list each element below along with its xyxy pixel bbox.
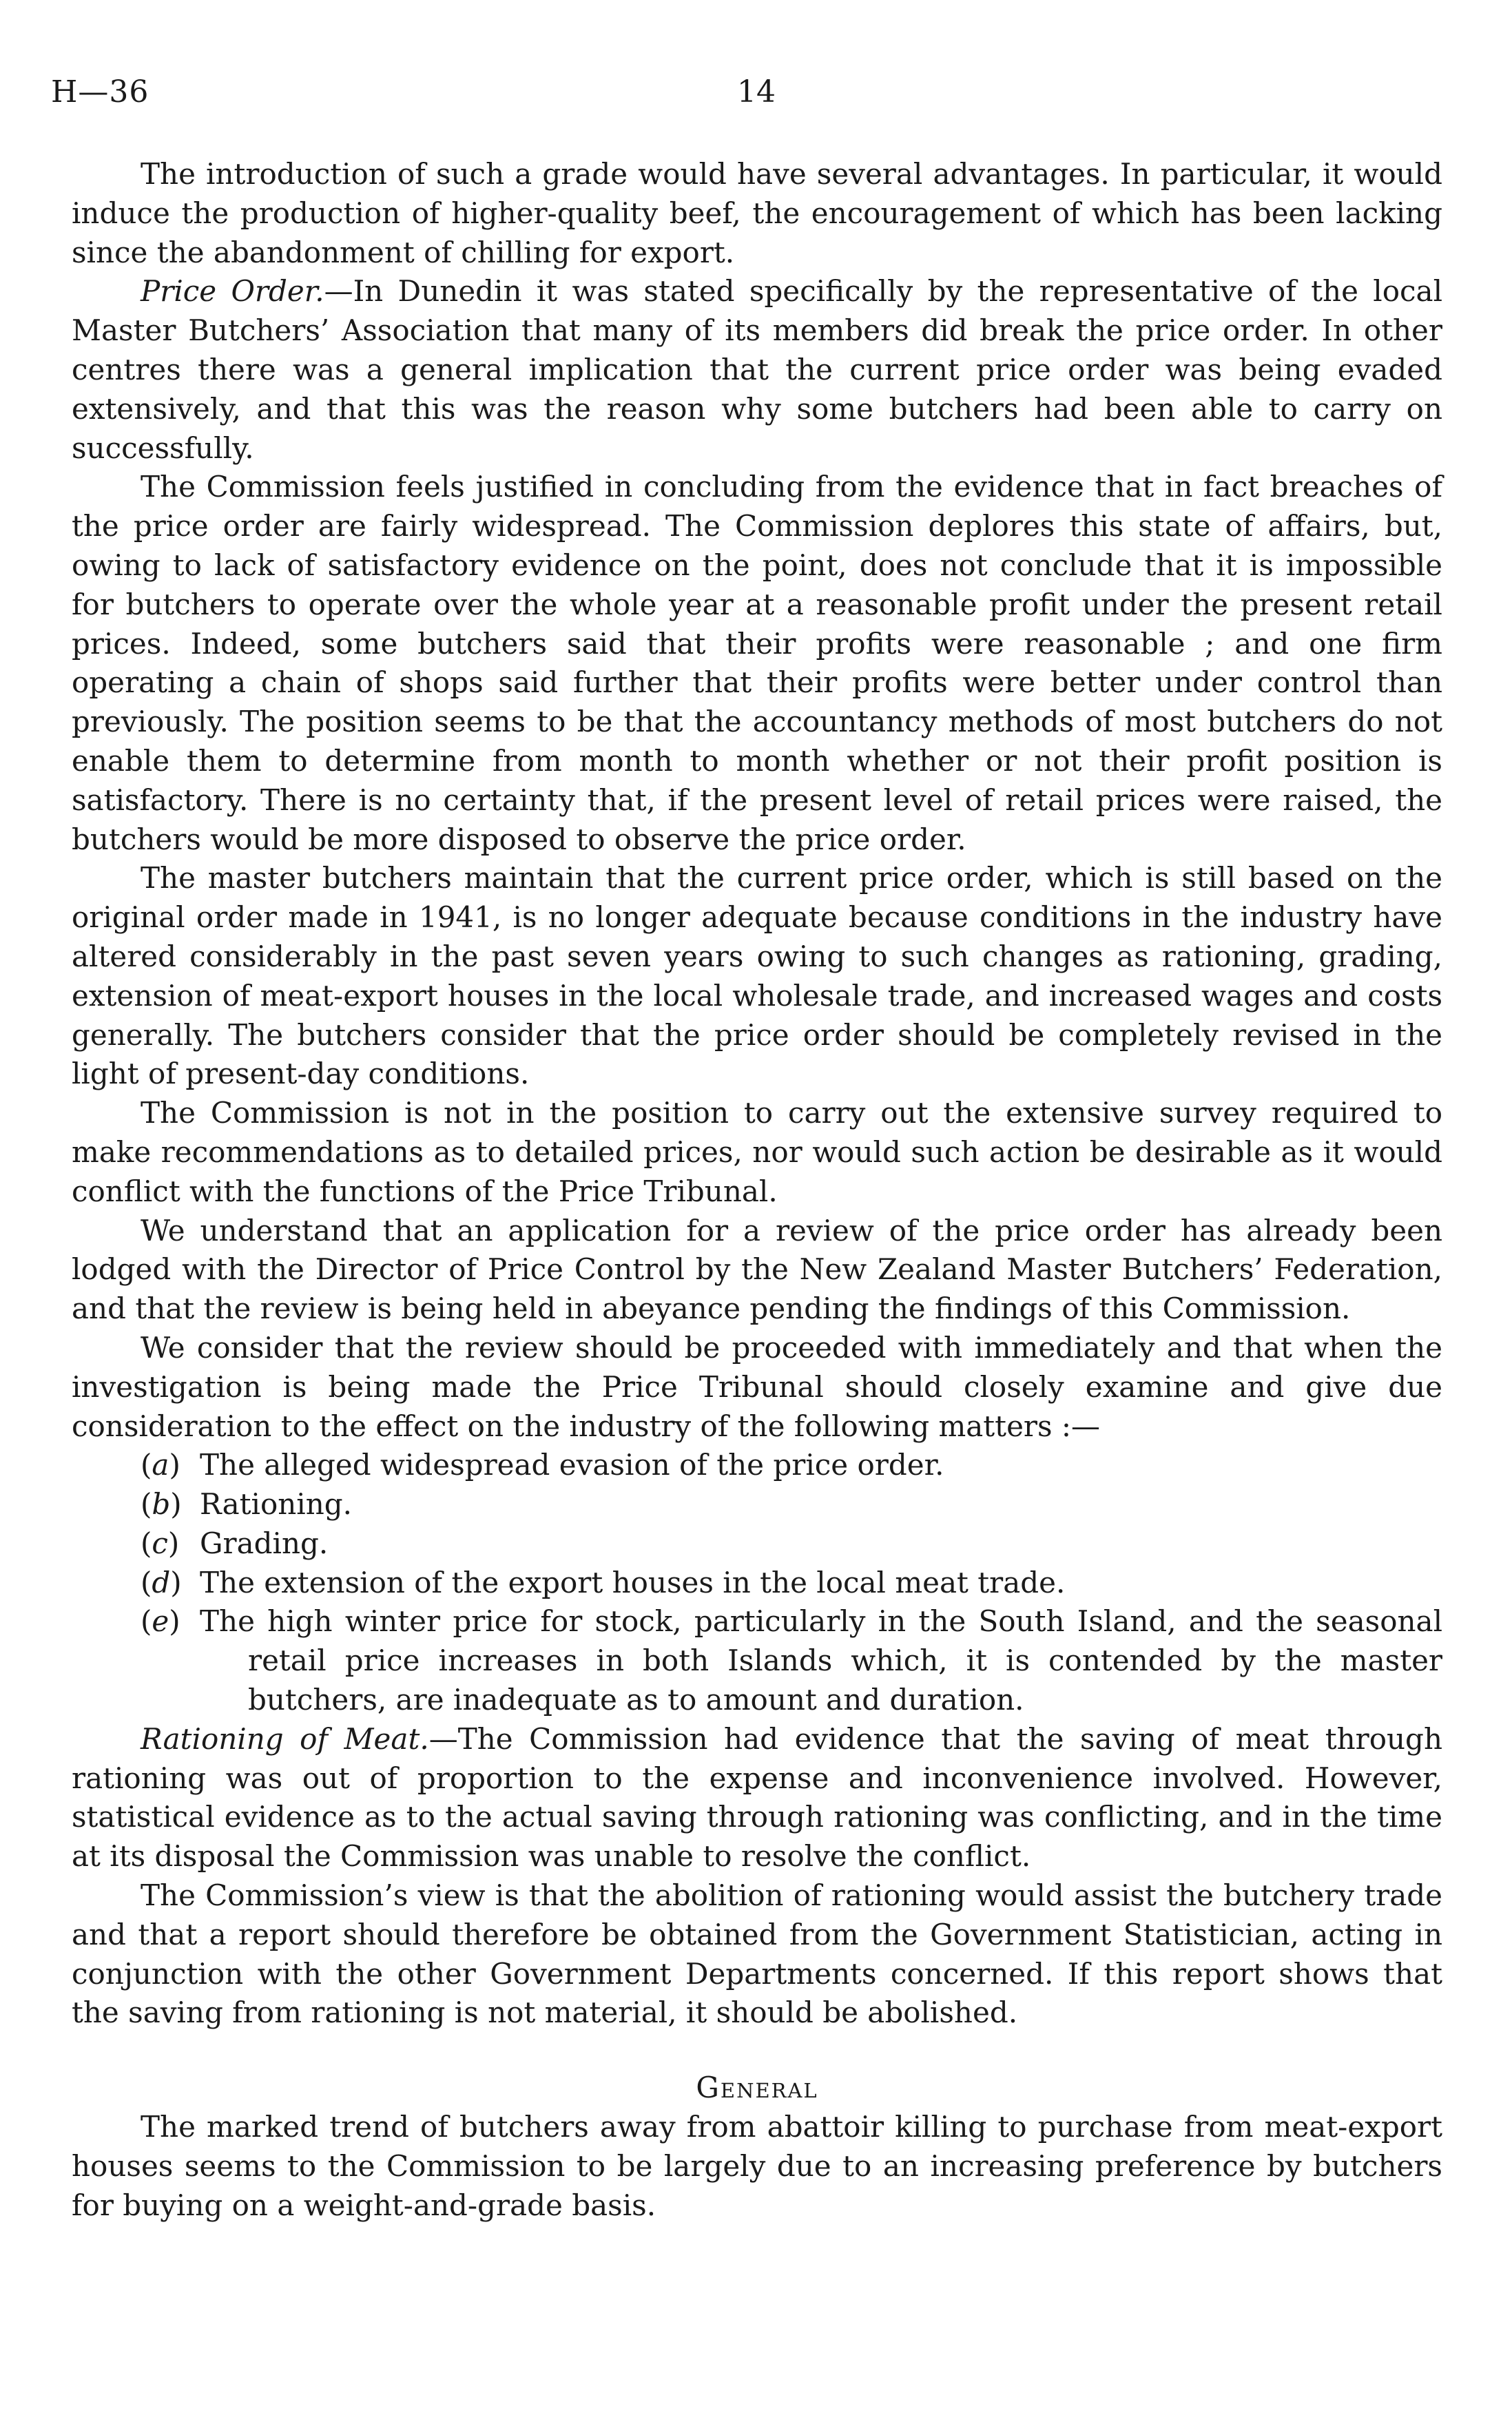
paragraph-master-butchers: The master butchers maintain that the current price order, which is still based on the original order made in 1941, is no longer adequate because conditions in the industry have altered considerably in the past seven years owing to such changes as rationing, grading, extension of meat-export houses in the local wholesale trade, and increased wages and costs generally. The butchers consider that the price order should be completely revised in the light of present-day conditions. [72, 861, 1442, 1091]
list-item-text: The alleged widespread evasion of the price order. [200, 1448, 944, 1482]
list-item [72, 1602, 1442, 1719]
list-item [72, 1446, 1442, 1485]
paragraph-review-application: We understand that an application for a review of the price order has already been lodged with the Director of Price Control by the New Zealand Master Butchers’ Federation, and that the review is being held in abeyance pending the findings of this Commission. [72, 1213, 1442, 1326]
paragraph-grade-advantages: The introduction of such a grade would have several advantages. In particular, it would induce the production of higher-quality beef, the encouragement of which has been lacking since the abandonment of chilling for export. [72, 157, 1442, 269]
paragraph-rationing [72, 1720, 1442, 1876]
paragraph-price-order-text: —In Dunedin it was stated specifically by the representative of the local Master Butchers’ Association that many of its members did break the price order. In other centres there was a general implication that the current price order was being evaded extensively, and that this was the reason why some butchers had been able to carry on successfully. [72, 274, 1443, 465]
body-text [72, 155, 1442, 2225]
page-number: 14 [737, 74, 776, 110]
inline-heading-price-order: Price Order. [141, 274, 324, 309]
paragraph-review-proceed: We consider that the review should be proceeded with immediately and that when the investigation is being made the Price Tribunal should closely examine and give due consideration to the effect on the industry of the following matters :— [72, 1330, 1442, 1443]
list-item-label: (c) [141, 1526, 180, 1560]
section-heading-general: General [696, 2071, 818, 2105]
list-item-text: The high winter price for stock, particularly in the South Island, and the seasonal retail price increases in both Islands which, it is contended by the master butchers, are inadequate as to amount and duration. [200, 1604, 1442, 1717]
list-item-label: (b) [141, 1487, 182, 1522]
list-item [72, 1524, 1442, 1564]
paragraph-commission-survey: The Commission is not in the position to carry out the extensive survey required to make recommendations as to detailed prices, nor would such action be desirable as it would conflict with the functions of the Price Tribunal. [72, 1096, 1442, 1208]
list-item-label: (a) [141, 1448, 180, 1482]
paragraph-abattoir-trend: The marked trend of butchers away from abattoir killing to purchase from meat-export houses seems to the Commission to be largely due to an increasing preference by butchers for buying on a weight-and-grade basis. [72, 2110, 1442, 2222]
list-item-label: (e) [141, 1604, 180, 1639]
list-item-label: (d) [141, 1565, 182, 1599]
paragraph-abolition: The Commission’s view is that the abolition of rationing would assist the butchery trade and that a report should therefore be obtained from the Government Statistician, acting in conjunction with the other Government Departments concerned. If this report shows that the saving from rationing is not material, it should be abolished. [72, 1878, 1442, 2030]
paragraph-price-order [72, 272, 1442, 468]
paragraph-rationing-text: —The Commission had evidence that the saving of meat through rationing was out of proportion to the expense and inconvenience involved. However, statistical evidence as to the actual saving through rationing was conflicting, and in the time at its disposal the Commission was unable to resolve the conflict. [72, 1721, 1442, 1874]
inline-heading-rationing: Rationing of Meat. [141, 1721, 429, 1756]
paragraph-breaches: The Commission feels justified in concluding from the evidence that in fact breaches of the price order are fairly widespread. The Commission deplores this state of affairs, but, owing to lack of satisfactory evidence on the point, does not conclude that it is impossible for butchers to operate over the whole year at a reasonable profit under the present retail prices. Indeed, some butchers said that their profits were reasonable ; and one firm operating a chain of shops said further that their profits were better under control than previously. The position seems to be that the accountancy methods of most butchers do not enable them to determine from month to month whether or not their profit position is satisfactory. There is no certainty that, if the present level of retail prices were raised, the butchers would be more disposed to observe the price order. [72, 470, 1442, 856]
document-code: H—36 [51, 74, 149, 110]
list-item-text: The extension of the export houses in the local meat trade. [200, 1565, 1066, 1599]
list-item-text: Grading. [200, 1526, 329, 1560]
list-item-text: Rationing. [200, 1487, 352, 1522]
matters-list [72, 1446, 1442, 1720]
list-item [72, 1485, 1442, 1524]
list-item [72, 1564, 1442, 1603]
